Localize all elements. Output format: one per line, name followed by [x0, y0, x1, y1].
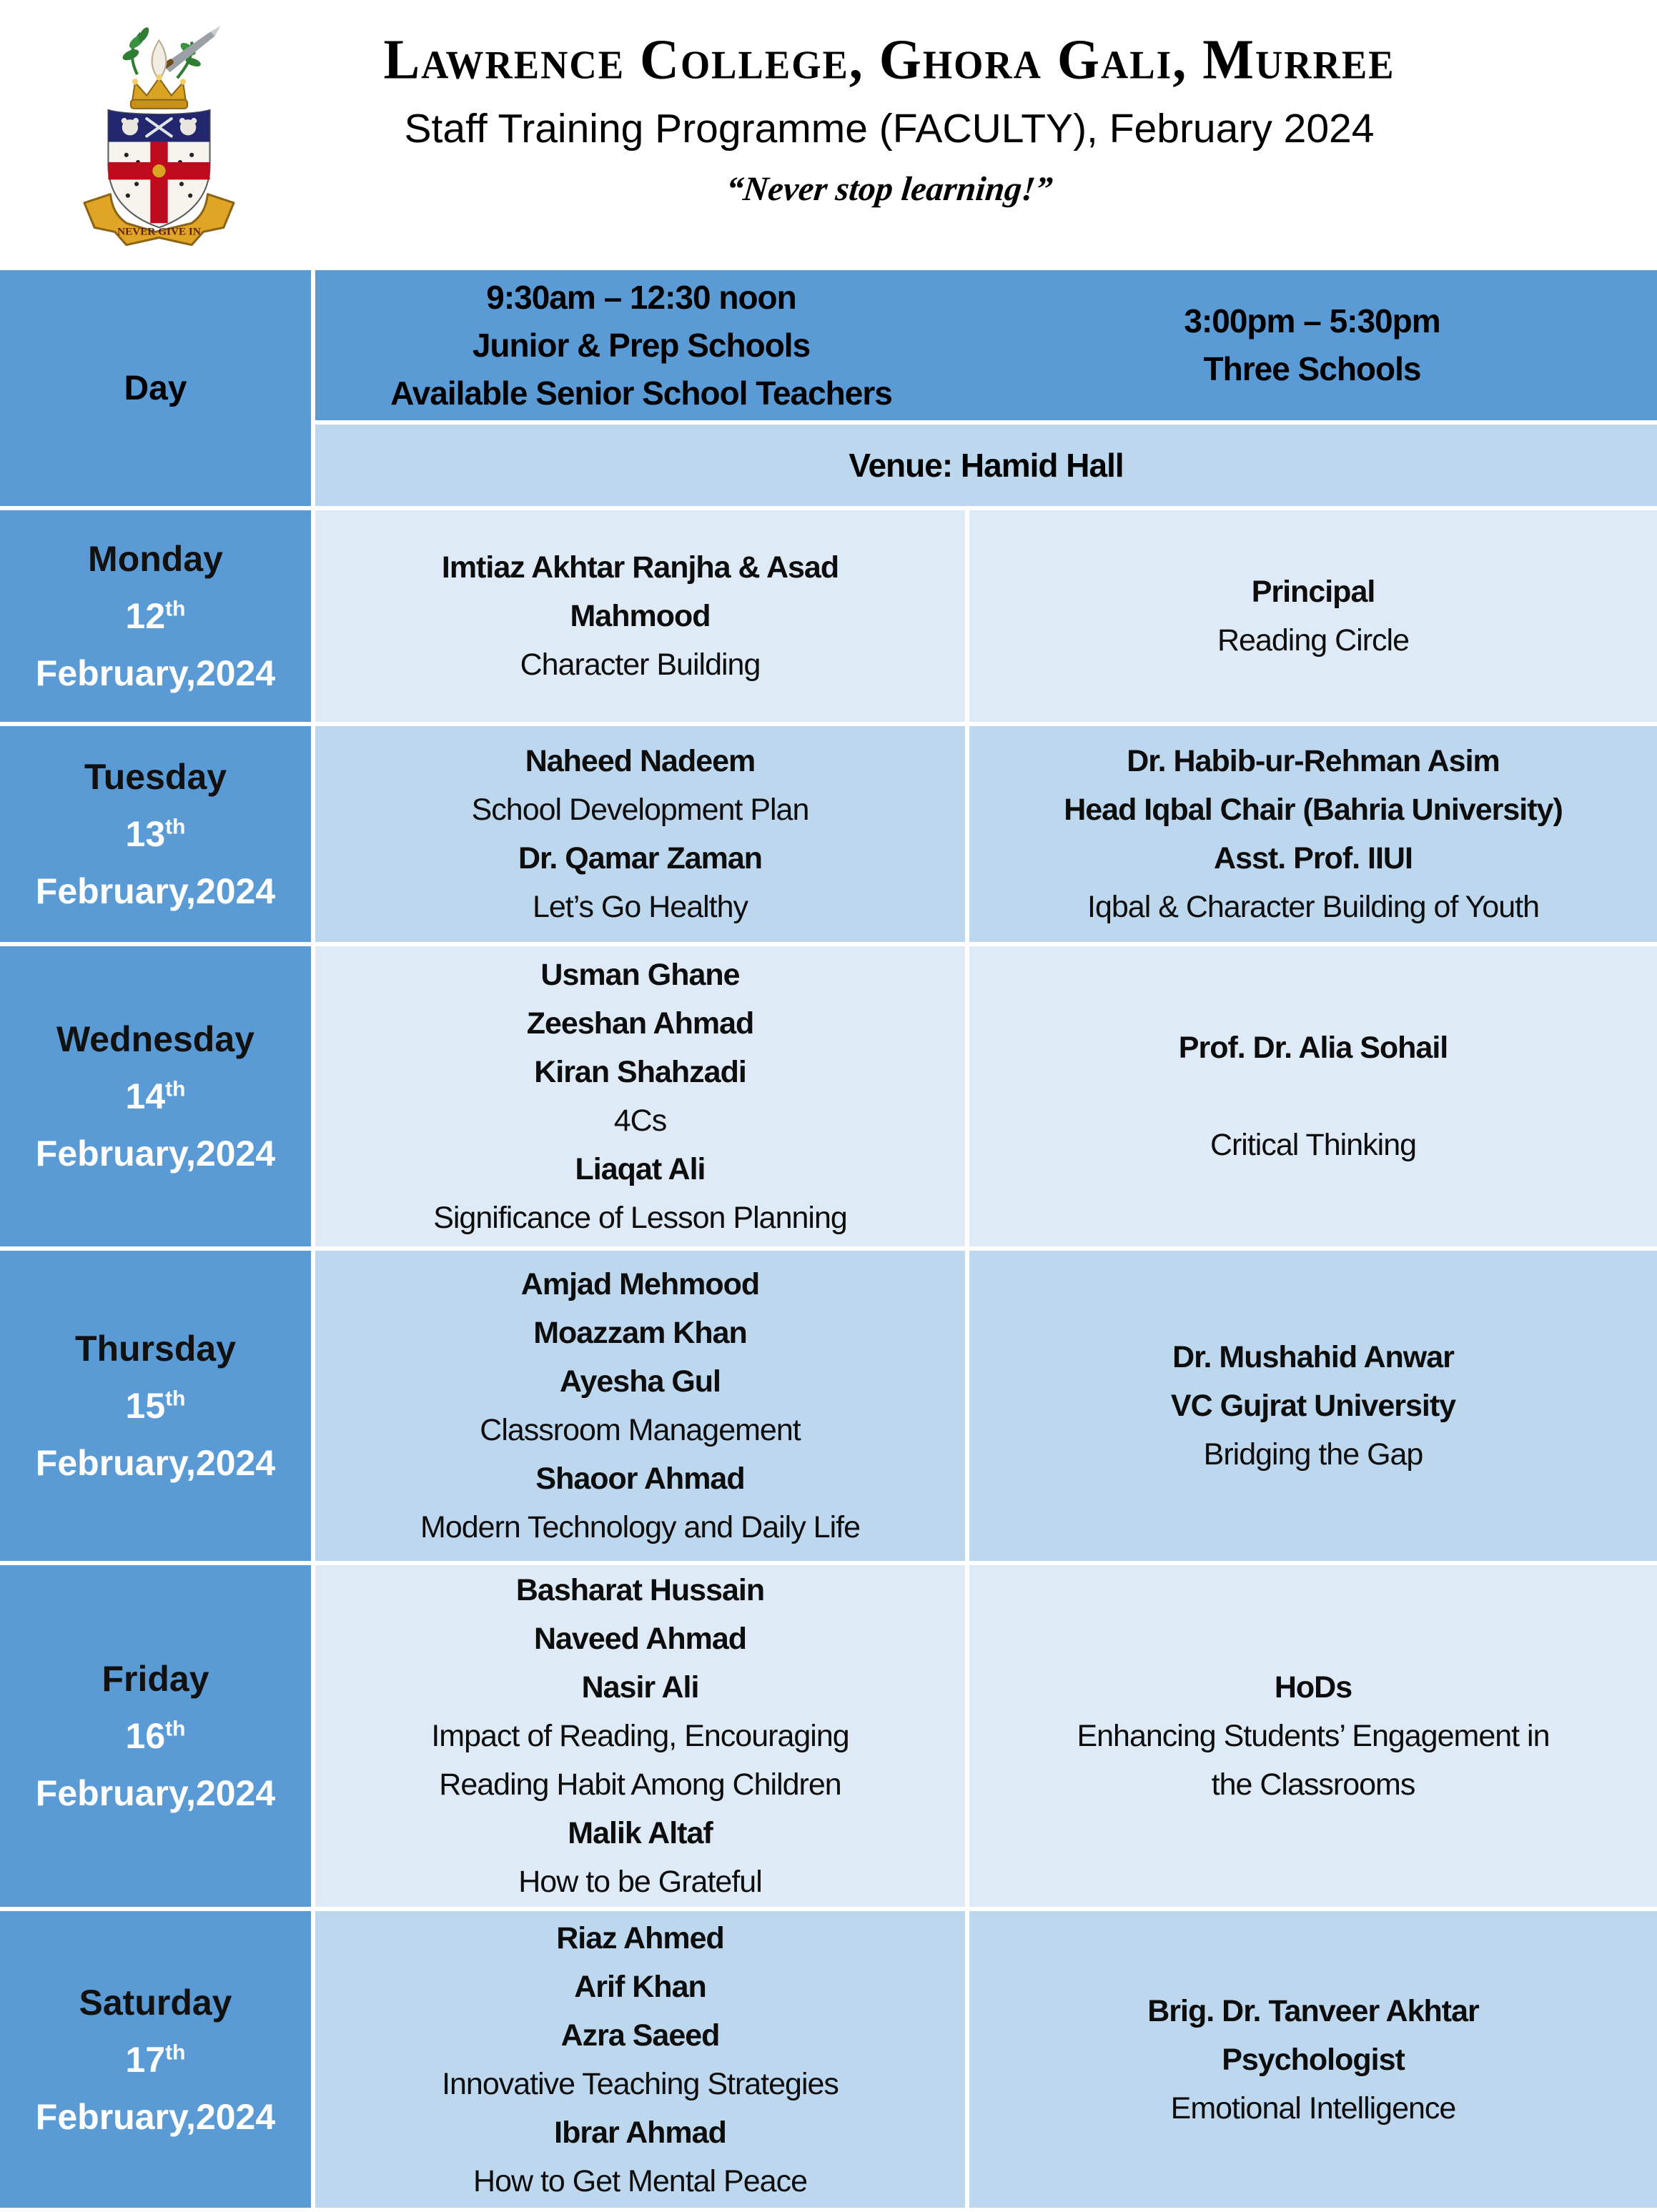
- day-date: [126, 1075, 186, 1118]
- morning-session-friday: [315, 1565, 965, 1907]
- cell-line: Liaqat Ali: [575, 1152, 706, 1186]
- cell-line: Bridging the Gap: [1203, 1437, 1423, 1472]
- morning-session-thursday: [315, 1251, 965, 1561]
- day-month: February,2024: [35, 2096, 276, 2137]
- day-date-number: 16: [125, 1716, 166, 1756]
- cell-line: Significance of Lesson Planning: [433, 1201, 847, 1235]
- title-block: [122, 27, 1657, 209]
- afternoon-session-wednesday: [969, 946, 1657, 1246]
- column-header-morning: [315, 270, 967, 420]
- afternoon-session-friday: [969, 1565, 1657, 1907]
- cell-line: Dr. Qamar Zaman: [518, 841, 763, 876]
- day-date-suffix: th: [165, 1387, 186, 1411]
- cell-line: Junior & Prep Schools: [472, 326, 811, 364]
- cell-line: Character Building: [520, 648, 761, 682]
- cell-line: Shaoor Ahmad: [535, 1462, 745, 1496]
- cell-line: Head Iqbal Chair (Bahria University): [1064, 793, 1563, 827]
- cell-line: Prof. Dr. Alia Sohail: [1178, 1031, 1448, 1065]
- column-headers-sessions: [315, 270, 1657, 420]
- day-month: February,2024: [35, 1443, 276, 1483]
- cell-line: Reading Habit Among Children: [439, 1767, 841, 1802]
- day-date: [126, 1715, 186, 1757]
- cell-line: Innovative Teaching Strategies: [442, 2066, 839, 2101]
- cell-line: Kiran Shahzadi: [534, 1055, 746, 1089]
- page-tagline: “Never stop learning!”: [724, 170, 1054, 209]
- day-date-number: 15: [125, 1386, 166, 1426]
- cell-line: 9:30am – 12:30 noon: [486, 278, 796, 316]
- cell-line: Three Schools: [1203, 350, 1421, 387]
- day-date-suffix: th: [165, 1717, 186, 1741]
- cell-line: Moazzam Khan: [533, 1316, 747, 1350]
- day-cell-thursday: [0, 1251, 311, 1561]
- cell-line: HoDs: [1274, 1670, 1352, 1705]
- cell-line: Arif Khan: [574, 1969, 706, 2004]
- cell-line: Riaz Ahmed: [556, 1920, 724, 1955]
- afternoon-session-thursday: [969, 1251, 1657, 1561]
- day-name: Saturday: [79, 1982, 232, 2023]
- cell-line: Naveed Ahmad: [533, 1622, 747, 1656]
- day-month: February,2024: [35, 871, 276, 911]
- column-header-afternoon: [967, 270, 1657, 420]
- cell-line: Let’s Go Healthy: [532, 890, 748, 924]
- morning-session-monday: [315, 510, 965, 722]
- day-date-number: 17: [125, 2039, 166, 2080]
- cell-line: Emotional Intelligence: [1170, 2091, 1456, 2126]
- afternoon-session-tuesday: [969, 726, 1657, 942]
- cell-line: Ibrar Ahmad: [554, 2115, 726, 2150]
- cell-line: Naheed Nadeem: [525, 744, 756, 778]
- cell-line: Psychologist: [1222, 2042, 1405, 2077]
- day-cell-monday: [0, 510, 311, 722]
- day-cell-wednesday: [0, 946, 311, 1246]
- day-date-number: 13: [125, 814, 166, 854]
- day-date: [126, 2038, 186, 2081]
- day-date-suffix: th: [165, 2040, 186, 2064]
- cell-line: Ayesha Gul: [560, 1364, 721, 1399]
- cell-line: Imtiaz Akhtar Ranjha & Asad: [441, 550, 839, 585]
- day-date-suffix: th: [165, 597, 186, 621]
- day-date-suffix: th: [165, 1077, 186, 1101]
- day-date: [126, 1384, 186, 1427]
- schedule-table: [0, 270, 1657, 2208]
- cell-line: Enhancing Students’ Engagement in: [1077, 1719, 1550, 1753]
- day-name: Thursday: [74, 1329, 237, 1369]
- cell-line: Dr. Habib-ur-Rehman Asim: [1127, 744, 1500, 778]
- day-month: February,2024: [35, 1773, 276, 1813]
- day-name: Tuesday: [84, 757, 227, 797]
- morning-session-saturday: [315, 1911, 965, 2208]
- cell-line: 3:00pm – 5:30pm: [1184, 302, 1440, 339]
- venue-row: [315, 425, 1657, 506]
- cell-line: School Development Plan: [471, 793, 809, 827]
- cell-line: [1310, 1072, 1317, 1121]
- day-date-number: 14: [125, 1076, 166, 1116]
- morning-session-tuesday: [315, 726, 965, 942]
- cell-line: Reading Circle: [1217, 623, 1410, 658]
- cell-line: Classroom Management: [480, 1413, 801, 1447]
- cell-line: Dr. Mushahid Anwar: [1172, 1340, 1454, 1374]
- cell-line: Malik Altaf: [568, 1816, 713, 1850]
- cell-line: Azra Saeed: [560, 2018, 720, 2053]
- day-date-number: 12: [125, 596, 166, 636]
- cell-line: Brig. Dr. Tanveer Akhtar: [1147, 1993, 1479, 2028]
- cell-line: Amjad Mehmood: [520, 1267, 760, 1301]
- page-subtitle: Staff Training Programme (FACULTY), February 2024: [404, 106, 1375, 152]
- cell-line: 4Cs: [613, 1103, 667, 1138]
- day-name: Wednesday: [56, 1019, 254, 1059]
- cell-line: How to be Grateful: [518, 1865, 762, 1899]
- morning-session-wednesday: [315, 946, 965, 1246]
- day-cell-tuesday: [0, 726, 311, 942]
- day-name: Monday: [88, 539, 223, 579]
- cell-line: Available Senior School Teachers: [390, 374, 892, 412]
- day-cell-friday: [0, 1565, 311, 1907]
- cell-line: Iqbal & Character Building of Youth: [1087, 890, 1539, 924]
- cell-line: Nasir Ali: [581, 1670, 699, 1705]
- day-month: February,2024: [35, 1134, 276, 1174]
- cell-line: Mahmood: [570, 599, 711, 633]
- logo-motto: NEVER GIVE IN: [117, 225, 201, 238]
- day-date-suffix: th: [165, 815, 186, 839]
- day-cell-saturday: [0, 1911, 311, 2208]
- cell-line: Asst. Prof. IIUI: [1214, 841, 1413, 876]
- cell-line: Critical Thinking: [1210, 1128, 1417, 1162]
- day-month: February,2024: [35, 653, 276, 693]
- cell-line: Basharat Hussain: [515, 1573, 765, 1607]
- cell-line: Impact of Reading, Encouraging: [431, 1719, 849, 1753]
- document-header: [0, 0, 1657, 270]
- day-name: Friday: [102, 1659, 209, 1699]
- page-title: Lawrence College, Ghora Gali, Murree: [383, 28, 1395, 91]
- cell-line: Principal: [1251, 575, 1375, 609]
- cell-line: How to Get Mental Peace: [473, 2163, 807, 2198]
- day-date: [126, 813, 186, 855]
- cell-line: VC Gujrat University: [1170, 1389, 1456, 1423]
- cell-line: Modern Technology and Daily Life: [420, 1510, 860, 1544]
- venue-label: Venue: Hamid Hall: [849, 447, 1124, 484]
- day-date: [126, 595, 186, 638]
- cell-line: Zeeshan Ahmad: [526, 1006, 754, 1041]
- afternoon-session-monday: [969, 510, 1657, 722]
- afternoon-session-saturday: [969, 1911, 1657, 2208]
- cell-line: the Classrooms: [1211, 1767, 1415, 1802]
- column-header-day: Day: [0, 270, 311, 506]
- cell-line: Usman Ghane: [540, 958, 740, 992]
